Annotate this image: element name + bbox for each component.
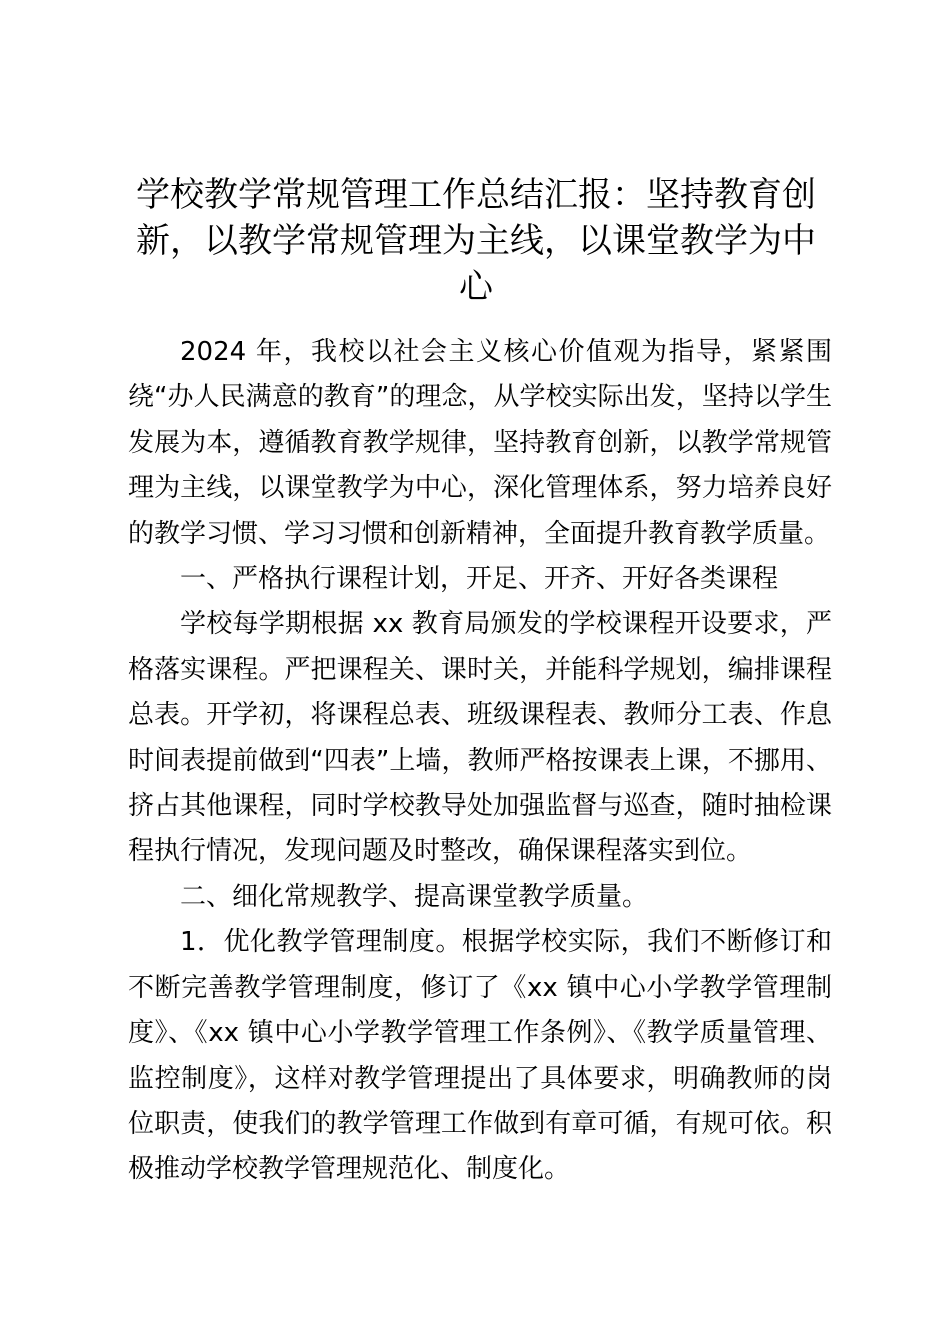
paragraph-intro: 2024 年，我校以社会主义核心价值观为指导，紧紧围绕“办人民满意的教育”的理念，从学校实际出发，坚持以学生发展为本，遵循教育教学规律，坚持教育创新，以教学常规管理为主线，以课堂教学为中心，深化管理体系，努力培养良好的教学习惯、学习习惯和创新精神，全面提升教育教学质量。 <box>128 337 832 549</box>
document-title: 学校教学常规管理工作总结汇报：坚持教育创新，以教学常规管理为主线，以课堂教学为中心 <box>136 175 816 307</box>
section-heading-1: 一、严格执行课程计划，开足、开齐、开好各类课程 <box>180 564 779 595</box>
paragraph-section-1: 学校每学期根据 xx 教育局颁发的学校课程开设要求，严格落实课程。严把课程关、课时关，并能科学规划，编排课程总表。开学初，将课程总表、班级课程表、教师分工表、作息时间表提前做到“四表”上墙，教师严格按课表上课，不挪用、挤占其他课程，同时学校教导处加强监督与巡查，随时抽检课程执行情况，发现问题及时整改，确保课程落实到位。 <box>128 609 832 867</box>
document-body <box>128 330 832 1193</box>
section-heading-2: 二、细化常规教学、提高课堂教学质量。 <box>180 881 649 912</box>
paragraph-item-1: 1．优化教学管理制度。根据学校实际，我们不断修订和不断完善教学管理制度，修订了《xx 镇中心小学教学管理制度》、《xx 镇中心小学教学管理工作条例》、《教学质量管理、监控制度》，这样对教学管理提出了具体要求，明确教师的岗位职责，使我们的教学管理工作做到有章可循，有规可依。积极推动学校教学管理规范化、制度化。 <box>128 927 832 1185</box>
